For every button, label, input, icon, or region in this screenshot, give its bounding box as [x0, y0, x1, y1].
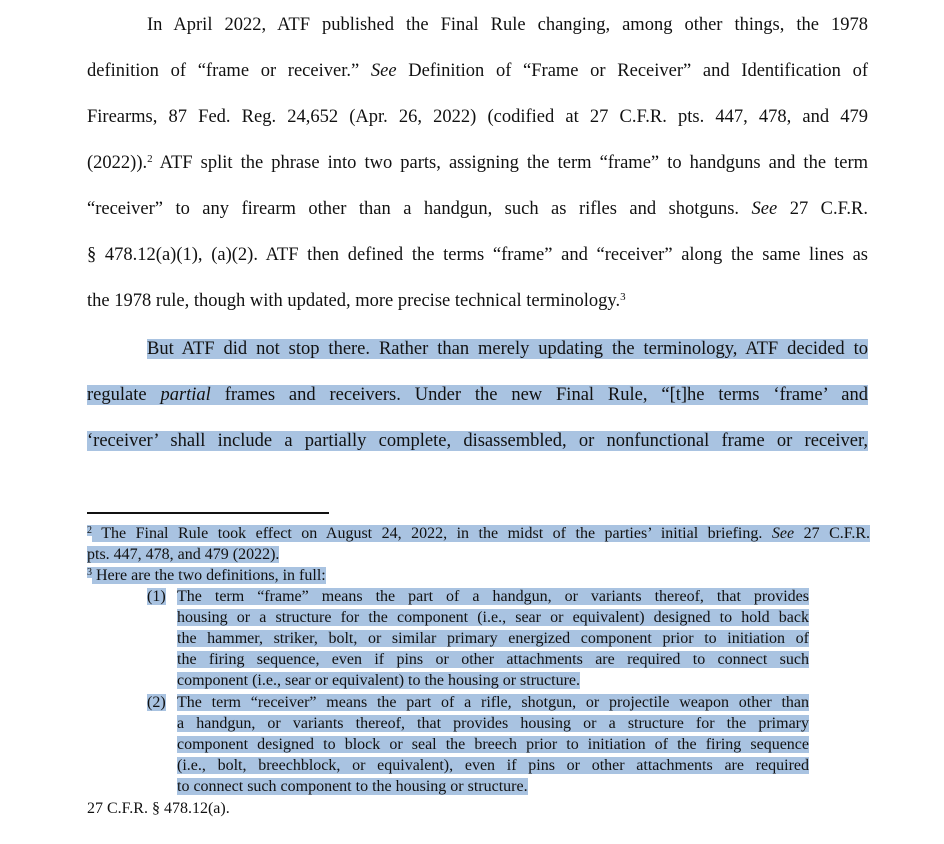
definition-line: The term “receiver” means the part of a rifle, shotgun, or projectile weapon other than — [177, 694, 809, 711]
body-line: “receiver” to any firearm other than a handgun, such as rifles and shotguns. See 27 C.F.R. — [87, 199, 869, 219]
footnote-ref-3[interactable]: 3 — [620, 291, 626, 303]
footnote-separator — [87, 512, 329, 514]
definition-line: the hammer, striker, bolt, or similar primary energized component prior to initiation of — [177, 630, 809, 647]
definition-line: (i.e., bolt, breechblock, or equivalent), even if pins or other attachments are required — [177, 757, 809, 774]
definition-number-1: (1) — [147, 588, 166, 605]
footnote-3-citation: 27 C.F.R. § 478.12(a). — [87, 800, 230, 817]
body-line: the 1978 rule, though with updated, more precise technical terminology.$^3$ — [87, 291, 626, 311]
body-line: (2022)).$^2$ ATF split the phrase into two parts, assigning the term “frame” to handguns and the term — [87, 153, 869, 173]
footnote-3: $^3$ Here are the two definitions, in full: — [87, 567, 326, 584]
body-line: definition of “frame or receiver.” See Definition of “Frame or Receiver” and Identification of — [87, 61, 869, 81]
definition-line: component (i.e., sear or equivalent) to the housing or structure. — [177, 672, 580, 689]
body-line: Firearms, 87 Fed. Reg. 24,652 (Apr. 26, 2022) (codified at 27 C.F.R. pts. 447, 478, and 479 — [87, 107, 868, 127]
footnote-ref-2[interactable]: 2 — [147, 153, 153, 165]
body-line-highlighted: ‘receiver’ shall include a partially complete, disassembled, or nonfunctional frame or receiver, — [87, 431, 868, 451]
definition-line: The term “frame” means the part of a handgun, or variants thereof, that provides — [177, 588, 809, 605]
definition-line: housing or a structure for the component (i.e., sear or equivalent) designed to hold back — [177, 609, 809, 626]
footnote-2: $^2$ The Final Rule took effect on August 24, 2022, in the midst of the parties’ initial briefing. See 27 C.F.R. — [87, 525, 871, 542]
definition-line: a handgun, or variants thereof, that provides housing or a structure for the primary — [177, 715, 809, 732]
definition-number-2: (2) — [147, 694, 166, 711]
definition-line: the firing sequence, even if pins or other attachments are required to connect such — [177, 651, 809, 668]
footnote-2-cont: pts. 447, 478, and 479 (2022). — [87, 546, 280, 563]
body-line-highlighted: But ATF did not stop there. Rather than merely updating the terminology, ATF decided to — [147, 339, 868, 359]
body-line-highlighted: regulate partial frames and receivers. Under the new Final Rule, “[t]he terms ‘frame’ and — [87, 385, 869, 405]
definition-line: component designed to block or seal the breech prior to initiation of the firing sequence — [177, 736, 809, 753]
definition-line: to connect such component to the housing or structure. — [177, 778, 528, 795]
body-line: § 478.12(a)(1), (a)(2). ATF then defined the terms “frame” and “receiver” along the same lines as — [87, 245, 868, 265]
body-line: In April 2022, ATF published the Final Rule changing, among other things, the 1978 — [147, 15, 868, 35]
